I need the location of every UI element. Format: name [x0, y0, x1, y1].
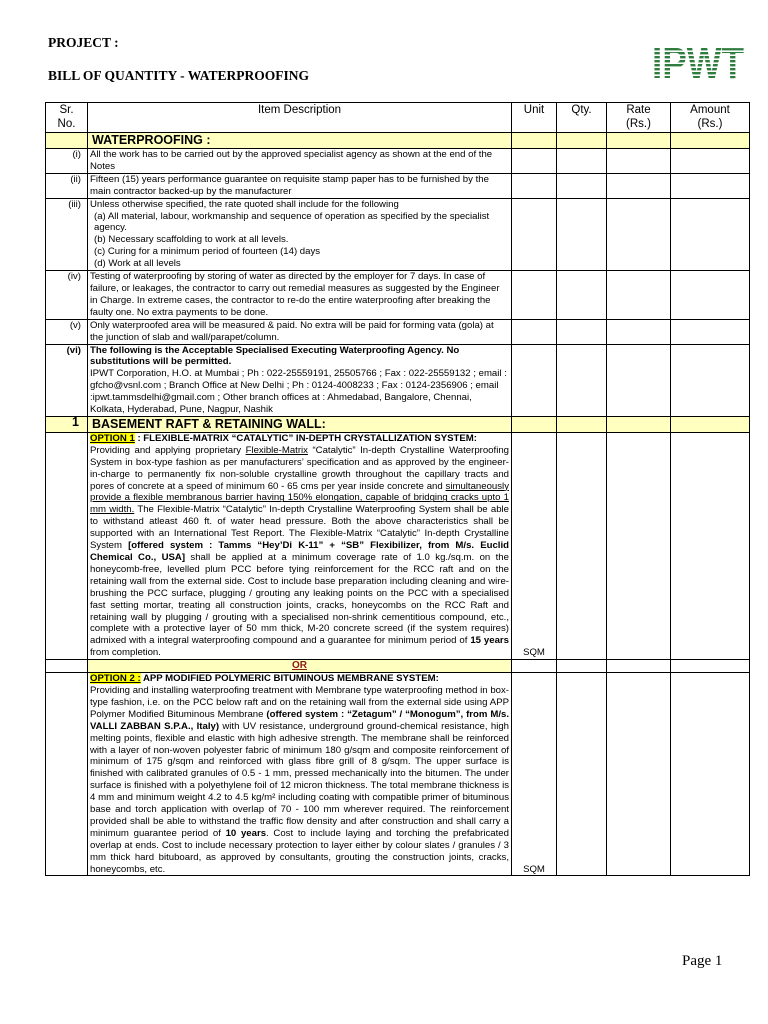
note-number: (vi)	[46, 344, 88, 416]
boq-table	[45, 102, 750, 876]
note-text: Only waterproofed area will be measured & paid. No extra will be paid for forming vata (gola) at the junction of slab and wall/parapet/column.	[88, 319, 512, 344]
option-1-description: OPTION 1 : FLEXIBLE-MATRIX “CATALYTIC” IN-DEPTH CRYSTALLIZATION SYSTEM: Providing and applying proprietary Flexible-Matrix “Catalytic” In-depth Crystalline Waterproofing System in box-type fashion as per manufacturers’ specification and as approved by the engineer-in-charge to permanently fix non-soluble crystalline growth throughout the capillary tracts and pores of concrete at a speed of minimum 60 - 65 cms per year inside concrete and simultaneously provide a flexible membranous barrier having 150% elongation, capable of bridging cracks upto 1 mm width. The Flexible-Matrix “Catalytic” In-depth Crystalline Waterproofing System shall be able to withstand atleast 460 ft. of water head pressure. Both the above characteristics shall be supported with an International Test Report. The Flexible-Matrix “Catalytic” In-depth Crystalline System [offered system : Tamms “Hey’Di K-11” + “SB” Flexibilizer, from M/s. Euclid Chemical Co., USA] shall be applied at a minimum coverage rate of 1.0 kg./sq.m. on the honeycomb-free, levelled plum PCC before tying reinforcement for the RCC raft and on the retaining wall from the external side. Cost to include base preparation including cleaning and wire-brushing the PCC surface, plugging / grouting any leaking points on the PCC with a specialised fast setting mortar, treating all construction joints, cracks, honeycombs on the RCC Raft and retaining wall by plugging / grouting with a specialised non-shrink cementitious compound, etc., complete with a protective layer of 50 mm thick, M-20 concrete screed (if the system requires) admixed with a integral waterproofing compound and a guarantee for minimum period of 15 years from completion.	[88, 432, 512, 659]
note-text	[88, 198, 512, 270]
or-row	[46, 660, 750, 673]
project-label: PROJECT :	[48, 35, 119, 50]
svg-text:IPWT: IPWT	[652, 39, 745, 88]
note-sub-item: (c) Curing for a minimum period of fourteen (14) days	[94, 246, 321, 258]
table-row	[46, 271, 750, 320]
note-number: (v)	[46, 319, 88, 344]
option-2-heading: APP MODIFIED POLYMERIC BITUMINOUS MEMBRANE SYSTEM:	[140, 673, 439, 685]
option-1-heading: : FLEXIBLE-MATRIX “CATALYTIC” IN-DEPTH CRYSTALLIZATION SYSTEM:	[134, 432, 477, 444]
col-sr-no: Sr. No.	[46, 103, 88, 133]
col-amount: Amount (Rs.)	[671, 103, 750, 133]
note-text: Fifteen (15) years performance guarantee on requisite stamp paper has to be furnished by the main contractor backed-up by the manufacturer	[88, 173, 512, 198]
table-row	[46, 344, 750, 416]
note-sub-item: (d) Work at all levels	[94, 258, 181, 270]
option-1-label: OPTION 1	[90, 432, 135, 444]
table-row	[46, 432, 750, 659]
page-title: BILL OF QUANTITY - WATERPROOFING	[48, 68, 310, 83]
note-number: (i)	[46, 149, 88, 174]
agency-details: IPWT Corporation, H.O. at Mumbai ; Ph : 022-25559191, 25505766 ; Fax : 022-25559132 ; email : gfcho@vsnl.com ; Branch Office at New Delhi ; Ph : 0124-4008233 ; Fax : 0124-2356906 ; email :ipwt.tammsdelhi@gmail.com ; Other branch offices at : Ahmedabad, Bangalore, Chennai, Kolkata, Hyderabad, Pune, Nagpur, Nashik	[90, 368, 507, 416]
col-unit: Unit	[512, 103, 557, 133]
item-title: BASEMENT RAFT & RETAINING WALL:	[88, 416, 512, 432]
note-sub-item: (a) All material, labour, workmanship and sequence of operation as specified by the specialist agency.	[94, 210, 490, 234]
col-rate: Rate (Rs.)	[607, 103, 671, 133]
note-sub-item: (b) Necessary scaffolding to work at all levels.	[94, 234, 289, 246]
section-title: WATERPROOFING :	[88, 133, 512, 149]
page-number: Page 1	[682, 953, 723, 969]
agency-statement: The following is the Acceptable Specialised Executing Waterproofing Agency. No substitutions will be permitted.	[90, 344, 460, 368]
col-qty: Qty.	[557, 103, 607, 133]
or-separator: OR	[88, 660, 512, 673]
option-1-unit: SQM	[512, 432, 557, 659]
col-item-description: Item Description	[88, 103, 512, 133]
section-row	[46, 133, 750, 149]
note-text: All the work has to be carried out by the approved specialist agency as shown at the end of the Notes	[88, 149, 512, 174]
table-row	[46, 319, 750, 344]
item-heading-row	[46, 416, 750, 432]
table-header-row	[46, 103, 750, 133]
note-number: (iii)	[46, 198, 88, 270]
table-row	[46, 673, 750, 876]
note-intro: Unless otherwise specified, the rate quoted shall include for the following	[90, 198, 399, 210]
table-row	[46, 173, 750, 198]
item-number: 1	[46, 416, 88, 432]
note-text	[88, 344, 512, 416]
table-row	[46, 198, 750, 270]
note-number: (ii)	[46, 173, 88, 198]
note-text: Testing of waterproofing by storing of water as directed by the employer for 7 days. In case of failure, or leakages, the contractor to carry out remedial measures as suggested by the Engineer in Charge. In extreme cases, the contractor to re-do the entire waterproofing after breaking the faulty one. No extra payments to be done.	[88, 271, 512, 320]
note-number: (iv)	[46, 271, 88, 320]
table-row	[46, 149, 750, 174]
option-2-unit: SQM	[512, 673, 557, 876]
option-2-label: OPTION 2 :	[90, 673, 141, 685]
option-2-description: OPTION 2 : APP MODIFIED POLYMERIC BITUMINOUS MEMBRANE SYSTEM: Providing and installing waterproofing treatment with Membrane type waterproofing method in box-type fashion, i.e. on the PCC below raft and on the retaining wall from the external side using APP Polymer Modified Bituminous Membrane (offered system : “Zetagum” / “Monogum”, from M/s. VALLI ZABBAN S.P.A., Italy) with UV resistance, underground ground-chemical resistance, high melting points, flexible and elastic with high adhesive strength. The membrane shall be reinforced with a layer of non-woven polyester fabric of minimum 180 g/sqm and composite reinforcement of minimum of 175 g/sqm and reinforced with glass fibre grill of 8 g/sqm. The upper surface is finished with calibrated granules of 0.5 - 1 mm, pressed mechanically into the bitumen. The under surface is finished with a polyethylene foil of 12 micron thickness. The total membrane thickness is 4 mm and minimum weight 4.2 to 4.5 kg/m² including coating with compatible primer of bituminous base and torch application with overlap of 70 - 100 mm wherever required. The reinforcement provided shall be able to withstand the traffic flow density and after construction and shall carry a minimum guarantee period of 10 years. Cost to include laying and torching the prefabricated overlap at ends. Cost to include necessary protection to layer either by colour slates / granules / 3 mm thick hard bituboard, as approved by consultants, grouting the construction joints, cracks, honeycombs, etc.	[88, 673, 512, 876]
ipwt-logo	[652, 39, 745, 88]
